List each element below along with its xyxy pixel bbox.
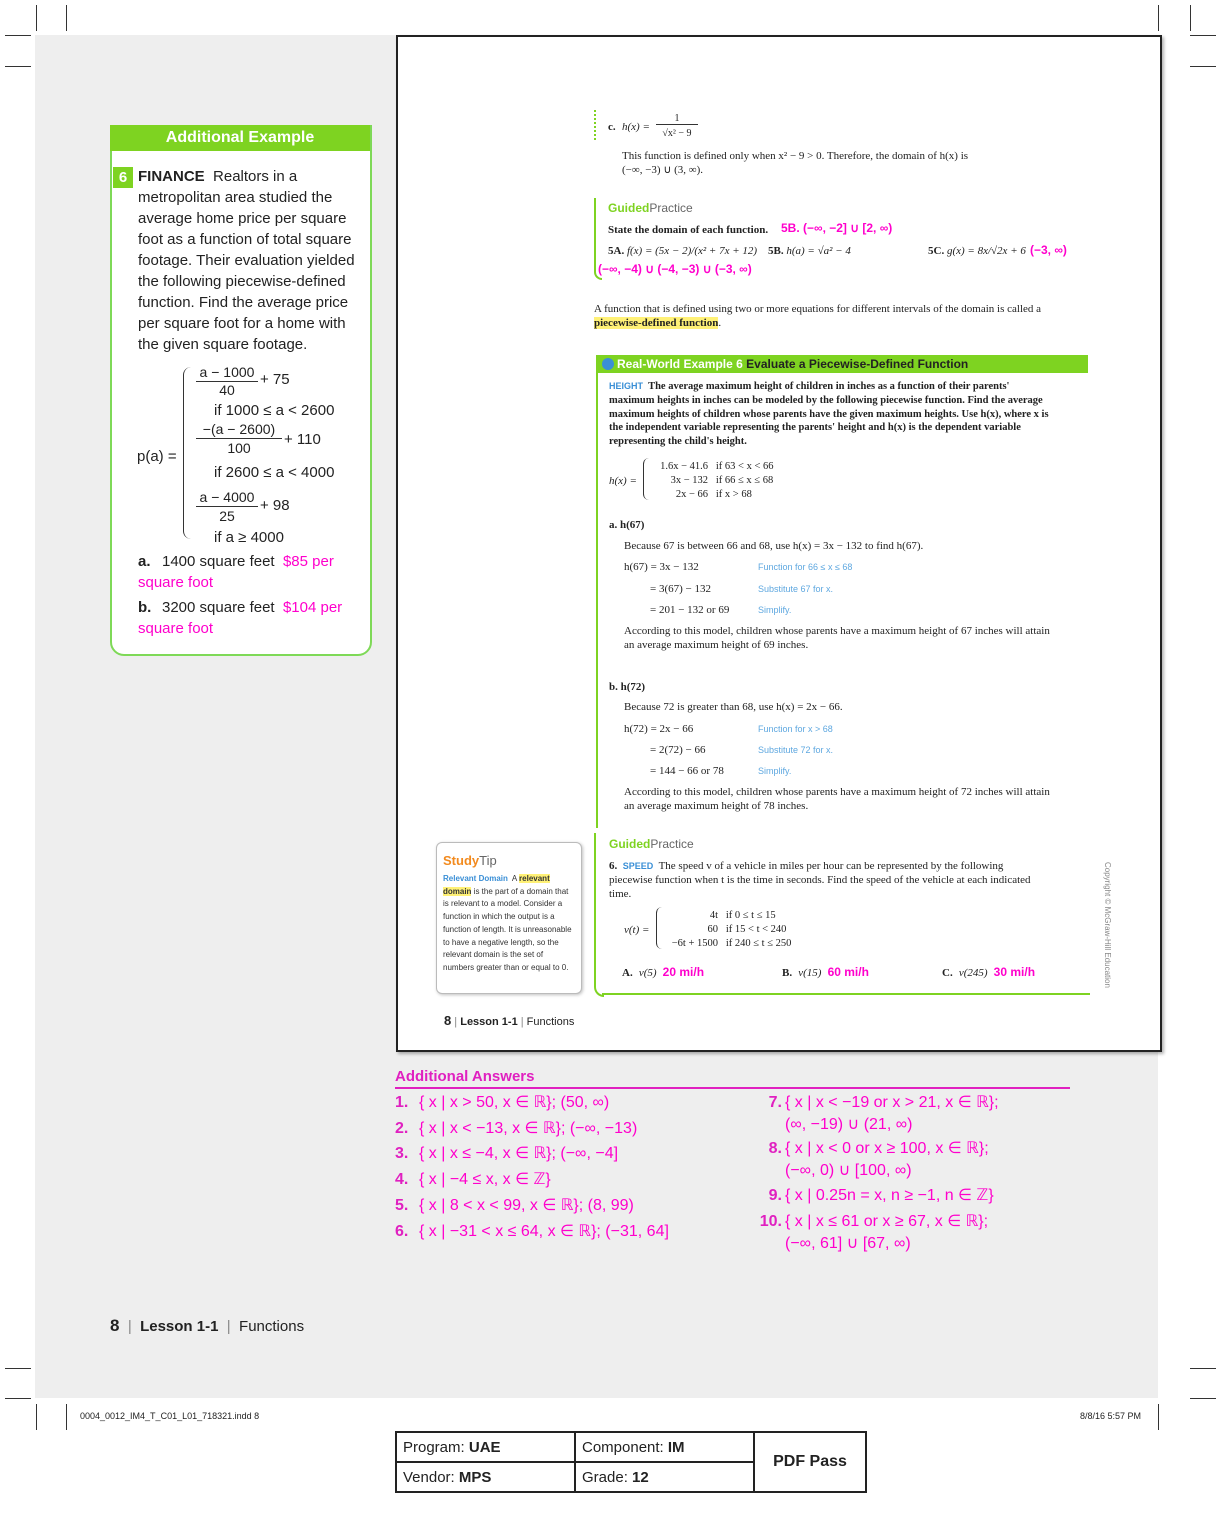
q6-part-b: B. v(15) 60 mi/h: [782, 965, 869, 979]
function-name: p(a) =: [137, 448, 177, 465]
part-b-note: Function for x > 68: [758, 724, 833, 734]
vendor-cell: Vendor: MPS: [396, 1462, 575, 1492]
piece-denominator: 25: [219, 508, 235, 524]
part-c-label: c.: [608, 121, 616, 133]
crop-mark: [5, 1398, 31, 1399]
study-tip-heading: StudyTip: [443, 853, 497, 868]
q6-part-a: A. v(5) 20 mi/h: [622, 965, 705, 979]
part-b-step: = 2(72) − 66: [650, 744, 706, 756]
piece-tail: + 75: [260, 371, 290, 388]
crop-mark: [66, 1404, 67, 1430]
piecewise-brace: [183, 367, 194, 539]
question-5a: 5A. f(x) = (5x − 2)/(x² + 7x + 12): [608, 245, 758, 257]
example-prompt: [138, 166, 360, 355]
real-world-example-header: Real-World Example 6 Evaluate a Piecewise-Defined Function: [596, 355, 1088, 373]
hx-row: 2x − 66 if x > 68: [675, 489, 752, 500]
piece-tail: + 98: [260, 497, 290, 514]
answer-row: 10. { x | x ≤ 61 or x ≥ 67, x ∈ ℝ}; (−∞, 61] ∪ [67, ∞): [759, 1213, 989, 1252]
guided-practice-bottom-rule: [602, 993, 1090, 995]
piece-denominator: 100: [227, 440, 251, 456]
answer-5c: (−3, ∞): [1030, 243, 1067, 257]
part-b-intro: Because 72 is greater than 68, use h(x) = 2x − 66.: [624, 701, 843, 713]
grade-cell: Grade: 12: [575, 1462, 754, 1492]
piece-tail: + 110: [284, 431, 321, 448]
speed-problem: 6. SPEED The speed v of a vehicle in miles per hour can be represented by the following piecewise function when t is the time in seconds. Find the speed of the vehicle at each indicated time.: [609, 860, 1031, 900]
part-c-denominator: √x² − 9: [662, 128, 692, 139]
answer-5a: (−∞, −4) ∪ (−4, −3) ∪ (−3, ∞): [598, 262, 752, 276]
part-a-note: Simplify.: [758, 605, 792, 615]
crop-mark: [1190, 66, 1216, 67]
piece-condition: if 1000 ≤ a < 2600: [214, 402, 335, 419]
job-info-table: [395, 1431, 867, 1493]
piece-numerator: a − 1000: [196, 364, 258, 382]
additional-example-header: Additional Example: [110, 125, 370, 151]
file-name: 0004_0012_IM4_T_C01_L01_718321.indd 8: [80, 1411, 260, 1421]
vt-row: 4t if 0 ≤ t ≤ 15: [709, 910, 776, 921]
answer-row: 8. { x | x < 0 or x ≥ 100, x ∈ ℝ}; (−∞, 0) ∪ [100, ∞): [768, 1140, 989, 1179]
q6-part-c: C. v(245) 30 mi/h: [942, 965, 1036, 979]
piece-denominator: 40: [219, 382, 235, 398]
question-5c: 5C. g(x) = 8x/√2x + 6: [928, 245, 1026, 257]
globe-icon: [602, 358, 614, 370]
definition-text: A function that is defined using two or more equations for different intervals of the domain is called a piecewise-defined function.: [594, 303, 1042, 329]
hx-brace: [643, 458, 650, 500]
guided-prompt: State the domain of each function.: [608, 224, 769, 236]
program-cell: Program: UAE: [396, 1432, 575, 1462]
hx-rows: [650, 460, 774, 502]
answer-row: 7. { x | x < −19 or x > 21, x ∈ ℝ}; (∞, −19) ∪ (21, ∞): [768, 1094, 999, 1133]
crop-mark: [5, 1368, 31, 1369]
copyright-text: Copyright © McGraw-Hill Education: [1103, 862, 1112, 988]
dotted-rule: [594, 110, 598, 140]
crop-mark: [1158, 1404, 1159, 1430]
hx-row: 1.6x − 41.6 if 63 < x < 66: [660, 461, 774, 472]
piece-numerator: −(a − 2600): [196, 421, 282, 439]
piece-condition: if a ≥ 4000: [214, 529, 284, 546]
crop-mark: [5, 35, 31, 36]
crop-mark: [36, 5, 37, 31]
example-text: Realtors in a metropolitan area studied the average home price per square foot as a function of total square footage. Their evaluation yielded the following piecewise-defined function. Find the average price per square foot for a home with the given square footage.: [138, 168, 355, 353]
part-b-step: = 144 − 66 or 78: [650, 765, 724, 777]
answer-b: $104 per square foot: [138, 599, 343, 637]
part-b-conclusion: According to this model, children whose parents have a maximum height of 72 inches will attain an average maximum height of 78 inches.: [624, 786, 1050, 812]
answer-row: 1. { x | x > 50, x ∈ ℝ}; (50, ∞): [395, 1094, 610, 1111]
part-a-step: = 3(67) − 132: [650, 583, 711, 595]
status-cell: PDF Pass: [754, 1432, 866, 1492]
piece-numerator: a − 4000: [196, 489, 258, 507]
piece-row: [196, 364, 361, 428]
part-b-note: Substitute 72 for x.: [758, 745, 834, 755]
crop-mark: [66, 5, 67, 31]
study-tip-text: Relevant Domain A relevant domain is the part of a domain that is relevant to a model. Consider a function in which the output is a function of length. It is unreasonable to have a negative length, so the relevant domain is the set of numbers greater than or equal to 0.: [443, 874, 572, 972]
hx-name: h(x) =: [609, 475, 637, 487]
crop-mark: [5, 66, 31, 67]
part-a-intro: Because 67 is between 66 and 68, use h(x) = 3x − 132 to find h(67).: [624, 540, 924, 552]
crop-mark: [36, 1404, 37, 1430]
additional-answers-title: Additional Answers: [395, 1068, 535, 1085]
example-topic: FINANCE: [138, 168, 205, 185]
part-a-step: = 201 − 132 or 69: [650, 604, 730, 616]
component-cell: Component: IM: [575, 1432, 754, 1462]
vt-row: −6t + 1500 if 240 ≤ t ≤ 250: [671, 938, 792, 949]
additional-answers-rule: [395, 1087, 1070, 1089]
sidebar-item-b: b. 3200 square feet $104 per square foot: [138, 599, 343, 637]
piecewise-pieces: [196, 364, 361, 550]
piece-condition: if 2600 ≤ a < 4000: [214, 464, 335, 481]
part-b-note: Simplify.: [758, 766, 792, 776]
copyright-wrapper: [1100, 862, 1112, 1002]
part-a-note: Function for 66 ≤ x ≤ 68: [758, 562, 853, 572]
vt-row: 60 if 15 < t < 240: [707, 924, 787, 935]
part-a-conclusion: According to this model, children whose parents have a maximum height of 67 inches will attain an average maximum height of 69 inches.: [624, 625, 1050, 651]
part-c-function: h(x) =: [622, 121, 650, 133]
sidebar-item-a: a. 1400 square feet $85 per square foot: [138, 553, 334, 591]
part-a-title: a. h(67): [609, 519, 645, 531]
answer-row: 2. { x | x < −13, x ∈ ℝ}; (−∞, −13): [395, 1120, 638, 1137]
part-c-text: This function is defined only when x² − 9 > 0. Therefore, the domain of h(x) is (−∞, −3) ∪ (3, ∞).: [622, 150, 969, 176]
page-footer: 8 | Lesson 1-1 | Functions: [110, 1316, 305, 1335]
part-a-note: Substitute 67 for x.: [758, 584, 834, 594]
example-rule: [596, 373, 598, 828]
file-date: 8/8/16 5:57 PM: [1080, 1411, 1142, 1421]
piece-row: [196, 421, 361, 490]
question-5b: 5B. h(a) = √a² − 4: [768, 245, 851, 257]
crop-mark: [1190, 1398, 1216, 1399]
definition-term: piecewise-defined function: [594, 317, 719, 329]
guided-practice-heading: GuidedPractice: [609, 837, 694, 851]
answer-row: 6. { x | −31 < x ≤ 64, x ∈ ℝ}; (−31, 64]: [395, 1223, 669, 1240]
answer-row: 9. { x | 0.25n = x, n ≥ −1, n ∈ ℤ}: [768, 1187, 994, 1204]
answer-row: 3. { x | x ≤ −4, x ∈ ℝ}; (−∞, −4]: [395, 1145, 619, 1162]
height-problem: HEIGHT The average maximum height of children in inches as a function of their parents' maximum heights in inches can be modeled by the following piecewise function. Find the average maximum heights of children whose parents have the given maximum heights. Use h(x), where x is the independent variable representing the parents' height and h(x) is the dependent variable representing the child's height.: [609, 381, 1049, 448]
vt-rows: [660, 909, 791, 951]
part-b-step: h(72) = 2x − 66: [624, 723, 694, 735]
vt-name: v(t) =: [624, 924, 650, 936]
answer-row: 4. { x | −4 ≤ x, x ∈ ℤ}: [395, 1171, 551, 1188]
guided-practice-heading: GuidedPractice: [608, 201, 693, 215]
piece-row: [196, 490, 361, 550]
answer-row: 5. { x | 8 < x < 99, x ∈ ℝ}; (8, 99): [395, 1197, 634, 1214]
crop-mark: [1190, 1368, 1216, 1369]
part-b-title: b. h(72): [609, 681, 646, 693]
part-c-numerator: 1: [656, 113, 698, 125]
guided-practice-bracket: [594, 833, 604, 997]
crop-mark: [1158, 5, 1159, 31]
panel-footer: 8 | Lesson 1-1 | Functions: [444, 1013, 575, 1028]
answer-5b: 5B. (−∞, −2] ∪ [2, ∞): [781, 221, 893, 235]
crop-mark: [1190, 35, 1216, 36]
part-a-step: h(67) = 3x − 132: [624, 561, 699, 573]
answer-a: $85 per square foot: [138, 553, 334, 591]
hx-row: 3x − 132 if 66 ≤ x ≤ 68: [670, 475, 774, 486]
crop-mark: [1190, 5, 1191, 31]
example-number-badge: 6: [113, 167, 133, 188]
